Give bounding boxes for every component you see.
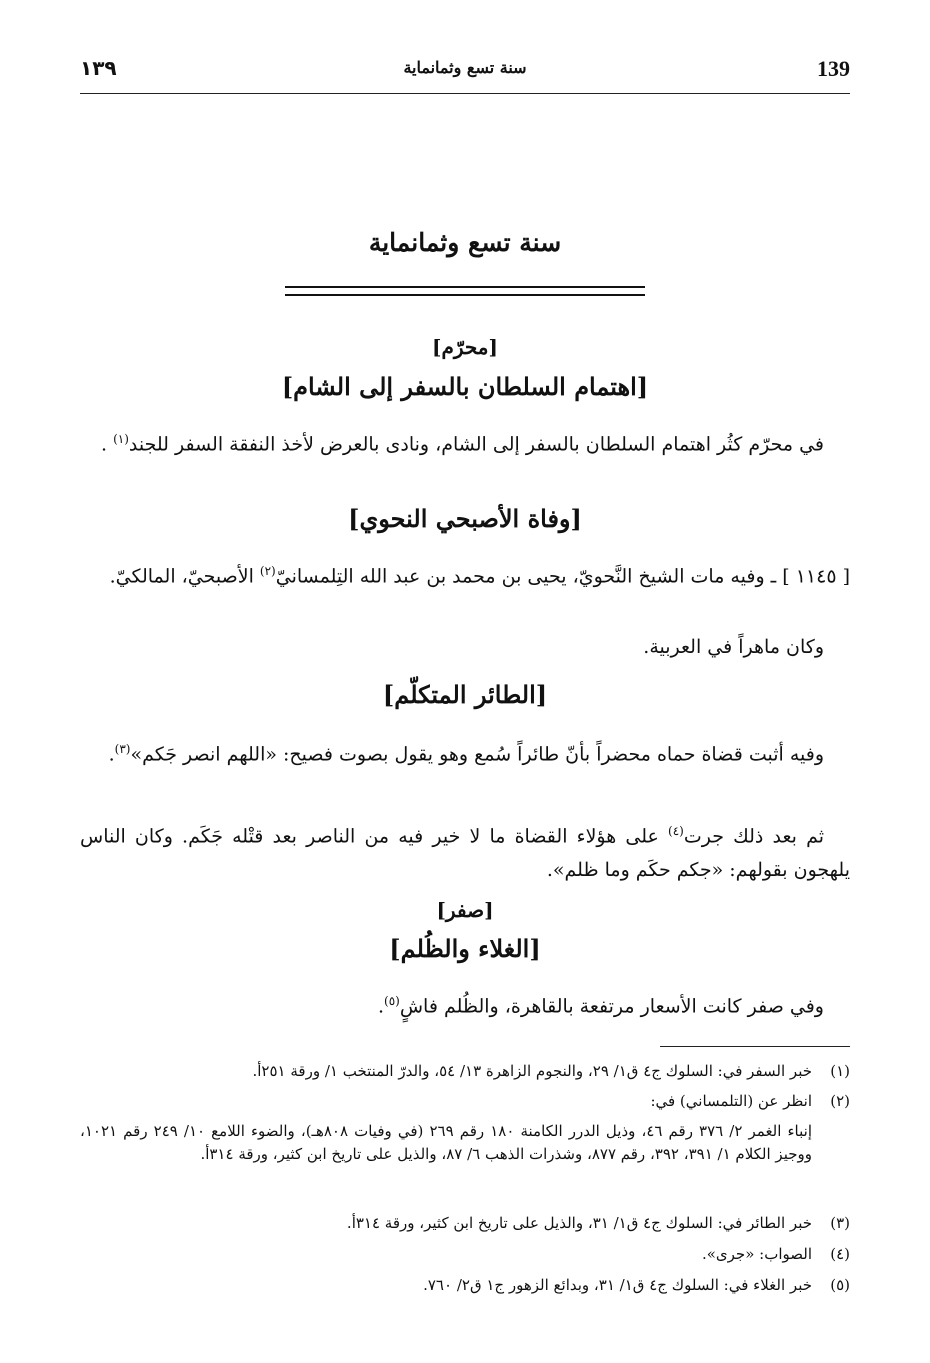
footnote-text: خبر الطائر في: السلوك ج٤ ق١/ ٣١، والذيل على تاريخ ابن كثير، ورقة ٣١٤أ.	[346, 1214, 812, 1232]
footnote-3	[80, 1212, 850, 1235]
footnote-ref-3[interactable]: (٣)	[114, 742, 131, 756]
footnote-text: خبر السفر في: السلوك ج٤ ق١/ ٢٩، والنجوم الزاهرة ١٣/ ٥٤، والدرّ المنتخب ١/ ورقة ٢٥١أ.	[252, 1062, 812, 1080]
footnote-separator	[660, 1046, 850, 1047]
footnote-1	[80, 1060, 850, 1083]
footnote-ref-2[interactable]: (٢)	[259, 564, 276, 578]
footnote-number: (١)	[830, 1062, 850, 1080]
running-title: سنة تسع وثمانماية	[403, 58, 527, 77]
footnote-text: خبر الغلاء في: السلوك ج٤ ق١/ ٣١، وبدائع الزهور ج١ ق٢/ ٧٦٠.	[423, 1276, 812, 1294]
year-title: سنة تسع وثمانماية	[368, 228, 562, 257]
section-heading-death: [وفاة الأصبحي النحوي]	[348, 504, 582, 533]
page-number-latin: 139	[817, 56, 850, 81]
footnote-ref-5[interactable]: (٥)	[384, 994, 400, 1008]
paragraph-arabic-skill: وكان ماهراً في العربية.	[643, 636, 824, 658]
section-heading-talking-bird: [الطائر المتكلّم]	[382, 680, 548, 709]
footnote-text: انظر عن (التلمساني) في:	[650, 1092, 812, 1110]
footnote-number: (٢)	[830, 1092, 850, 1110]
page-number-arabic: ١٣٩	[80, 56, 117, 80]
footnote-ref-4[interactable]: (٤)	[668, 824, 684, 838]
footnote-5	[80, 1274, 850, 1297]
paragraph-death: [ ١١٤٥ ] ـ وفيه مات الشيخ النَّحويّ، يحيى بن محمد بن عبد الله التِلمسانيّ$^{(٢)}$ الأصبحيّ، المالكيّ.	[109, 564, 850, 588]
footnote-ref-1[interactable]: (١)	[113, 432, 129, 446]
footnote-number: (٤)	[830, 1245, 850, 1263]
section-heading-prices: [الغلاء والظُلم]	[389, 934, 541, 963]
running-header	[80, 56, 850, 90]
footnote-2-continuation: إنباء الغمر ٢/ ٣٧٦ رقم ٤٦، وذيل الدرر الكامنة ١٨٠ رقم ٢٦٩ (في وفيات ٨٠٨هـ)، والضوء اللامع ١٠/ ٢٤٩ رقم ١٠٢١، ووجيز الكلام ١/ ٣٩١، ٣٩٢، رقم ٨٧٧، وشذرات الذهب ٦/ ٨٧، والذيل على تاريخ ابن كثير، ورقة ٣١٤أ.	[80, 1122, 812, 1163]
header-rule	[80, 93, 850, 94]
paragraph-judges: ثم بعد ذلك جرت$^{(٤)}$ على هؤلاء القضاة ما لا خير فيه من الناصر بعد قتْله جَكَم. وكان الناس يلهجون بقولهم: «جكم حكَم وما ظلم».	[80, 824, 850, 882]
footnote-number: (٥)	[830, 1276, 850, 1294]
title-double-rule	[285, 286, 645, 296]
footnote-4	[80, 1243, 850, 1266]
month-heading-safar: [صفر]	[436, 898, 494, 922]
footnote-text: الصواب: «جرى».	[701, 1245, 812, 1263]
month-heading-muharram: [محرّم]	[432, 335, 498, 359]
footnote-number: (٣)	[830, 1214, 850, 1232]
footnote-2	[80, 1090, 850, 1113]
paragraph-sultan-travel: في محرّم كثُر اهتمام السلطان بالسفر إلى الشام، ونادى بالعرض لأخذ النفقة السفر للجند$^{(١)}$ .	[100, 432, 824, 456]
section-heading-sultan-travel: [اهتمام السلطان بالسفر إلى الشام]	[281, 372, 649, 401]
paragraph-talking-bird: وفيه أثبت قضاة حماه محضراً بأنّ طائراً سُمع وهو يقول بصوت فصيح: «اللهم انصر جَكم»$^{(٣)}$.	[108, 742, 824, 766]
paragraph-prices: وفي صفر كانت الأسعار مرتفعة بالقاهرة، والظُلم فاشٍ$^{(٥)}$.	[377, 994, 824, 1018]
